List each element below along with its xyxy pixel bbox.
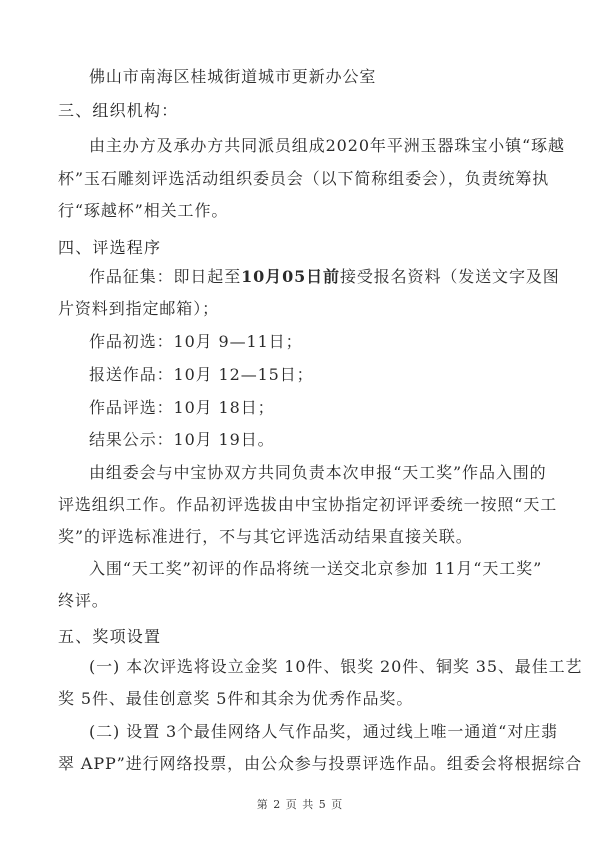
section-heading-awards: 五、奖项设置 — [58, 627, 162, 646]
text-run: 接受报名资料（发送文字及图 — [339, 267, 560, 286]
paragraph-line: 由主办方及承办方共同派员组成2020年平洲玉器珠宝小镇“琢越 — [89, 136, 565, 155]
paragraph-line: 终评。 — [58, 591, 109, 610]
paragraph-line — [89, 266, 560, 288]
schedule-item: 作品初选：10月 9—11日； — [89, 332, 303, 351]
paragraph-line: 奖”的评选标准进行，不与其它评选活动结果直接关联。 — [58, 527, 473, 546]
paragraph-line: 杯”玉石雕刻评选活动组织委员会（以下简称组委会），负责统筹执 — [58, 169, 550, 188]
paragraph-line: 翠 APP”进行网络投票，由公众参与投票评选作品。组委会将根据综合 — [58, 754, 583, 773]
deadline-text: 10月05日前 — [241, 267, 340, 286]
paragraph-line: 由组委会与中宝协双方共同负责本次申报“天工奖”作品入围的 — [89, 463, 547, 482]
paragraph-line: (一) 本次评选将设立金奖 10件、银奖 20件、铜奖 35、最佳工艺 — [89, 657, 583, 676]
paragraph-line: 入围“天工奖”初评的作品将统一送交北京参加 11月“天工奖” — [89, 559, 543, 578]
schedule-item: 报送作品：10月 12—15日； — [89, 365, 314, 384]
paragraph-line: 奖 5件、最佳创意奖 5件和其余为优秀作品奖。 — [58, 689, 414, 708]
paragraph-line: 行“琢越杯”相关工作。 — [58, 201, 229, 220]
schedule-item: 作品评选：10月 18日； — [89, 398, 275, 417]
text-run: 作品征集：即日起至 — [89, 267, 242, 286]
organizer-name-line: 佛山市南海区桂城街道城市更新办公室 — [89, 67, 377, 86]
paragraph-line: (二) 设置 3个最佳网络人气作品奖，通过线上唯一通道“对庄翡 — [89, 722, 558, 741]
schedule-item: 结果公示：10月 19日。 — [89, 430, 275, 449]
section-heading-procedure: 四、评选程序 — [58, 238, 162, 257]
paragraph-line: 评选组织工作。作品初评选拔由中宝协指定初评评委统一按照“天工 — [58, 495, 558, 514]
page-number: 第 2 页 共 5 页 — [256, 798, 344, 811]
section-heading-organization: 三、组织机构： — [58, 101, 179, 120]
paragraph-line: 片资料到指定邮箱）； — [58, 299, 220, 318]
